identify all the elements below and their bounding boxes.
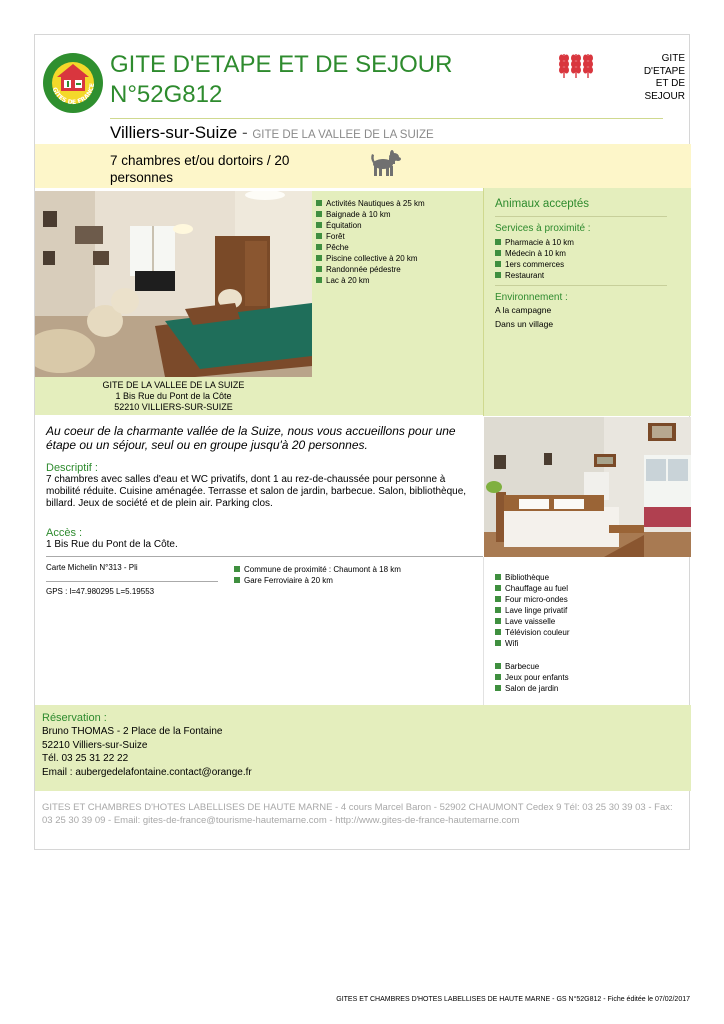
description-section xyxy=(35,415,483,705)
svg-text:GÎTES DE FRANCE: GÎTES DE FRANCE xyxy=(50,82,97,107)
gites-de-france-logo xyxy=(42,52,104,114)
list-item: Télévision couleur xyxy=(495,627,691,638)
michelin-map-ref: Carte Michelin N°313 - Pli xyxy=(46,563,138,572)
animals-accepted: Animaux acceptés xyxy=(495,198,589,210)
living-room-photo xyxy=(35,191,312,377)
subtitle-separator: - xyxy=(241,123,248,142)
contact-email[interactable]: Email : aubergedelafontaine.contact@orange.fr xyxy=(42,766,252,778)
list-item: Baignade à 10 km xyxy=(316,209,483,220)
address-block xyxy=(35,377,312,415)
gps-coordinates: GPS : l=47.980295 L=5.19553 xyxy=(46,587,155,596)
list-item: Barbecue xyxy=(495,661,691,672)
equipment-list xyxy=(483,557,691,705)
proximity-list xyxy=(234,564,401,586)
services-heading: Services à proximité : xyxy=(495,223,591,234)
dog-icon xyxy=(369,148,401,178)
page-footer: GITES ET CHAMBRES D'HOTES LABELLISES DE HAUTE MARNE - GS N°52G812 - Fiche éditée le 07/02/2017 xyxy=(336,996,690,1003)
description-heading: Descriptif : xyxy=(46,462,98,474)
list-item: Équitation xyxy=(316,220,483,231)
list-item: Gare Ferroviaire à 20 km xyxy=(234,575,401,586)
list-item: Chauffage au fuel xyxy=(495,583,691,594)
list-item: Commune de proximité : Chaumont à 18 km xyxy=(234,564,401,575)
environment-item: Dans un village xyxy=(495,318,554,329)
page-title: GITE D'ETAPE ET DE SEJOUR N°52G812 xyxy=(110,51,453,108)
list-item: Salon de jardin xyxy=(495,683,691,694)
town-name: Villiers-sur-Suize xyxy=(110,123,238,142)
epi-rating-icon xyxy=(558,52,594,78)
subtitle xyxy=(110,123,434,143)
list-item: Jeux pour enfants xyxy=(495,672,691,683)
contact-phone: Tél. 03 25 31 22 22 xyxy=(42,753,129,764)
divider xyxy=(495,216,667,217)
reservation-heading: Réservation : xyxy=(42,712,107,724)
list-item: Lave linge privatif xyxy=(495,605,691,616)
list-item: Médecin à 10 km xyxy=(495,248,691,259)
organisation-footer: GITES ET CHAMBRES D'HOTES LABELLISES DE HAUTE MARNE - 4 cours Marcel Baron - 52902 CHAUMONT Cedex 9 Tél: 03 25 30 39 03 - Fax: 03 25 30 39 09 - Email: gites-de-france@tourisme-hautemarne.com - http://www.gites-de-france-hautemarne.com xyxy=(42,802,673,826)
list-item: Lave vaisselle xyxy=(495,616,691,627)
list-item: Forêt xyxy=(316,231,483,242)
capacity-text: 7 chambres et/ou dortoirs / 20 personnes xyxy=(110,153,290,185)
list-item: Pharmacie à 10 km xyxy=(495,237,691,248)
list-item: Bibliothèque xyxy=(495,572,691,583)
list-item: Restaurant xyxy=(495,270,691,281)
title-divider xyxy=(110,118,663,119)
activities-list xyxy=(312,191,483,415)
capacity-band xyxy=(35,144,691,188)
list-item: Activités Nautiques à 25 km xyxy=(316,198,483,209)
address-line: 52210 VILLIERS-SUR-SUIZE xyxy=(114,402,233,412)
environment-heading: Environnement : xyxy=(495,292,568,303)
bedroom-photo xyxy=(484,417,691,557)
list-item: Piscine collective à 20 km xyxy=(316,253,483,264)
reservation-section xyxy=(35,705,691,791)
divider xyxy=(495,285,667,286)
list-item: Four micro-ondes xyxy=(495,594,691,605)
gite-name: GITE DE LA VALLEE DE LA SUIZE xyxy=(252,129,434,141)
access-body: 1 Bis Rue du Pont de la Côte. xyxy=(46,539,178,550)
environment-item: A la campagne xyxy=(495,305,552,315)
accommodation-type-label: GITE D'ETAPE ET DE SEJOUR xyxy=(643,53,685,102)
list-item: Lac à 20 km xyxy=(316,275,483,286)
list-item: Pêche xyxy=(316,242,483,253)
list-item: Randonnée pédestre xyxy=(316,264,483,275)
divider xyxy=(46,581,218,582)
services-column xyxy=(483,188,691,416)
divider xyxy=(46,556,483,557)
intro-text: Au coeur de la charmante vallée de la Suize, nous vous accueillons pour une étape ou un séjour, seul ou en groupe jusqu'à 20 personnes. xyxy=(46,424,456,452)
access-heading: Accès : xyxy=(46,527,83,539)
description-body: 7 chambres avec salles d'eau et WC privatifs, dont 1 au rez-de-chaussée pour personne à mobilité réduite. Cuisine aménagée. Terrasse et salon de jardin, barbecue. Salon, bibliothèque, billard. Jeux de société et de plein air. Parking clos. xyxy=(46,474,467,509)
listing-sheet xyxy=(34,34,690,850)
contact-name: Bruno THOMAS - 2 Place de la Fontaine xyxy=(42,726,223,737)
address-line: GITE DE LA VALLEE DE LA SUIZE xyxy=(102,380,245,390)
contact-city: 52210 Villiers-sur-Suize xyxy=(42,739,148,751)
list-item: Wifi xyxy=(495,638,691,649)
list-item: 1ers commerces xyxy=(495,259,691,270)
address-line: 1 Bis Rue du Pont de la Côte xyxy=(115,391,232,401)
